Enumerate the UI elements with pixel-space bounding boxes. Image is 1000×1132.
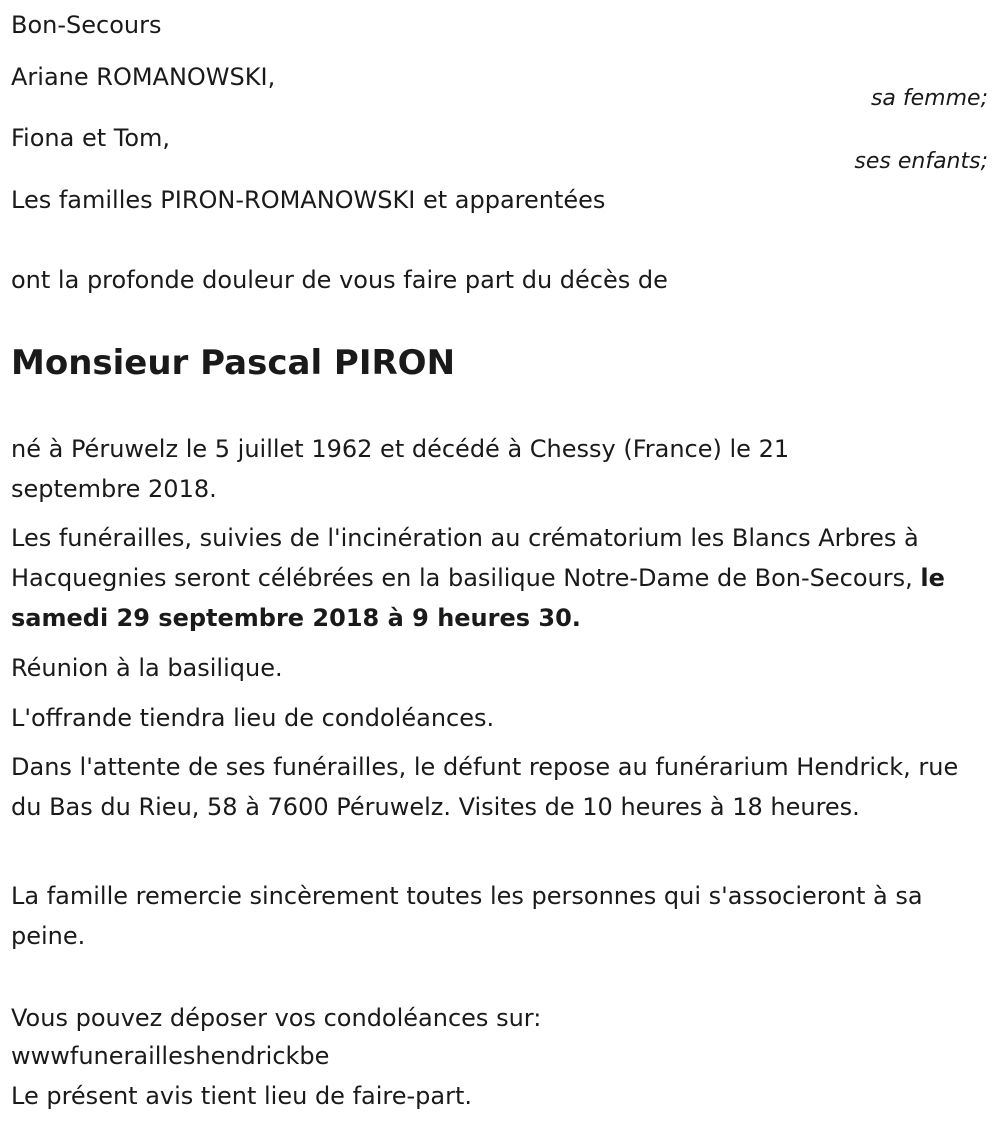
funeral-date-time: le samedi 29 septembre 2018 à 9 heures 30. (11, 564, 945, 632)
condolences-prompt: Vous pouvez déposer vos condoléances sur: (11, 1004, 542, 1032)
deceased-name: Monsieur Pascal PIRON (11, 343, 456, 383)
notice-line: Le présent avis tient lieu de faire-part. (11, 1082, 473, 1110)
offering-line: L'offrande tiendra lieu de condoléances. (11, 704, 495, 732)
children-role: ses enfants; (854, 149, 988, 174)
spouse-name: Ariane ROMANOWSKI, (11, 63, 276, 91)
birth-death-paragraph: né à Péruwelz le 5 juillet 1962 et décédé à Chessy (France) le 21 septembre 2018. (11, 435, 790, 503)
funeral-text: Les funérailles, suivies de l'incinération au crématorium les Blancs Arbres à Hacquegnies seront célébrées en la basilique Notre-Dame de Bon-Secours, (11, 524, 921, 592)
thanks-paragraph: La famille remercie sincèrement toutes les personnes qui s'associeront à sa peine. (11, 882, 923, 950)
families-line: Les familles PIRON-ROMANOWSKI et apparentées (11, 186, 606, 214)
announcement-line: ont la profonde douleur de vous faire part du décès de (11, 266, 668, 294)
wake-paragraph: Dans l'attente de ses funérailles, le défunt repose au funérarium Hendrick, rue du Bas du Rieu, 58 à 7600 Péruwelz. Visites de 10 heures à 18 heures. (11, 753, 959, 821)
meeting-line: Réunion à la basilique. (11, 654, 283, 682)
children-names: Fiona et Tom, (11, 124, 171, 152)
funeral-website-link[interactable]: wwwfunerailleshendrickbe (11, 1042, 330, 1070)
location-line: Bon-Secours (11, 11, 162, 39)
spouse-role: sa femme; (870, 86, 988, 111)
funeral-paragraph (11, 518, 991, 638)
